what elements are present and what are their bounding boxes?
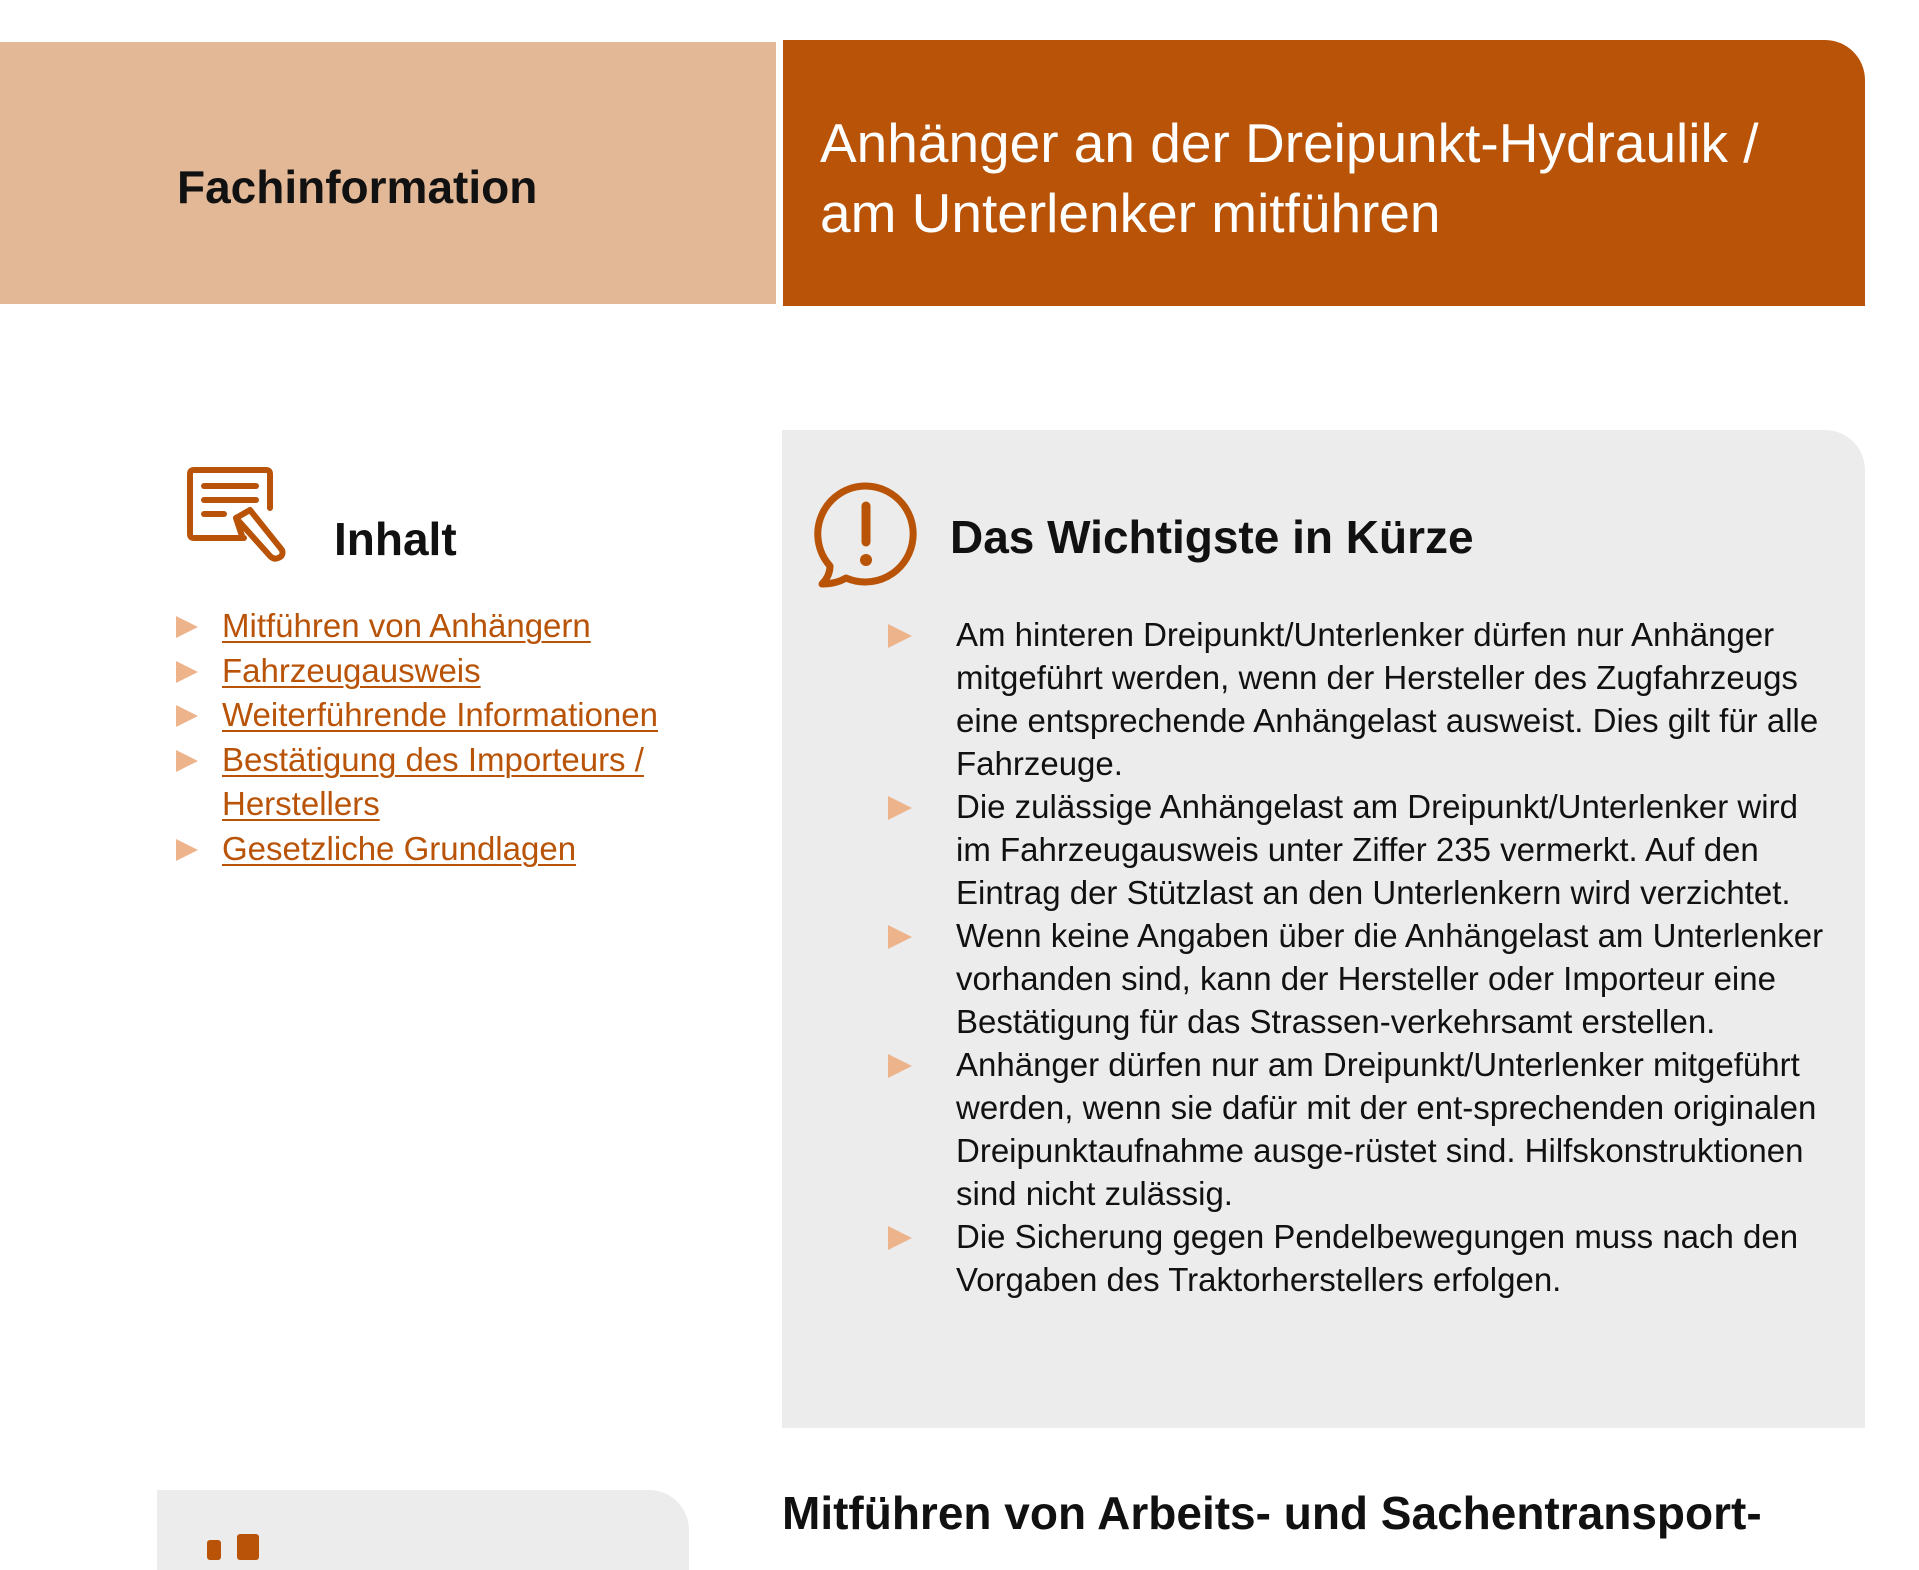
list-item (888, 785, 1828, 914)
triangle-bullet-icon (888, 1226, 912, 1250)
toc-link-bestaetigung[interactable]: Bestätigung des Importeurs / Herstellers (222, 740, 644, 822)
toc-link-mitfuehren[interactable]: Mitführen von Anhängern (222, 607, 591, 644)
section-heading: Mitführen von Arbeits- und Sachentransport- (782, 1487, 1762, 1539)
summary-point-text: Anhänger dürfen nur am Dreipunkt/Unterlenker mitgeführt werden, wenn sie dafür mit der ent-sprechenden originalen Dreipunktaufnahme ausge-rüstet sind. Hilfskonstruktionen sind nicht zulässig. (956, 1046, 1817, 1212)
list-item (888, 1215, 1828, 1301)
summary-point-text: Wenn keine Angaben über die Anhängelast am Unterlenker vorhanden sind, kann der Hersteller oder Importeur eine Bestätigung für das Strassen-verkehrsamt erstellen. (956, 917, 1824, 1040)
triangle-bullet-icon (176, 616, 198, 638)
triangle-bullet-icon (176, 705, 198, 727)
summary-panel (782, 430, 1865, 1428)
toc-link-fahrzeugausweis[interactable]: Fahrzeugausweis (222, 651, 481, 689)
summary-list (888, 613, 1828, 1301)
toc-link-gesetzliche-grundlagen[interactable]: Gesetzliche Grundlagen (222, 829, 577, 867)
page-title: Anhänger an der Dreipunkt-Hydraulik / am Unterlenker mitführen (820, 112, 1759, 244)
document-edit-icon (184, 464, 286, 564)
summary-point-text: Am hinteren Dreipunkt/Unterlenker dürfen nur Anhänger mitgeführt werden, wenn der Hersteller des Zugfahrzeugs eine entsprechende Anhängelast ausweist. Dies gilt für alle Fahrzeuge. (956, 616, 1819, 782)
summary-point-text: Die zulässige Anhängelast am Dreipunkt/Unterlenker wird im Fahrzeugausweis unter Ziffer 235 vermerkt. Auf den Eintrag der Stützlast an den Unterlenkern wird verzichtet. (956, 788, 1798, 911)
toc-link-weiterfuehrende-informationen[interactable]: Weiterführende Informationen (222, 696, 658, 733)
triangle-bullet-icon (888, 925, 912, 949)
triangle-bullet-icon (176, 750, 198, 772)
toc-item (174, 738, 694, 827)
triangle-bullet-icon (176, 839, 198, 861)
summary-point-text: Die Sicherung gegen Pendelbewegungen muss nach den Vorgaben des Traktorherstellers erfolgen. (956, 1218, 1799, 1298)
list-item (888, 914, 1828, 1043)
header-title-band (783, 40, 1865, 306)
toc-item (174, 604, 694, 649)
toc-item (174, 693, 694, 738)
triangle-bullet-icon (888, 796, 912, 820)
lower-info-panel (157, 1490, 689, 1570)
header-category-band (0, 42, 776, 304)
category-label: Fachinformation (177, 161, 538, 213)
list-item (888, 613, 1828, 785)
table-of-contents (174, 604, 694, 871)
triangle-bullet-icon (888, 1054, 912, 1078)
list-item (888, 1043, 1828, 1215)
triangle-bullet-icon (888, 624, 912, 648)
toc-item (174, 649, 694, 694)
toc-heading: Inhalt (334, 513, 457, 565)
toc-item (174, 827, 694, 872)
summary-heading: Das Wichtigste in Kürze (950, 511, 1474, 563)
exclamation-speech-bubble-icon (812, 480, 920, 588)
triangle-bullet-icon (176, 661, 198, 683)
